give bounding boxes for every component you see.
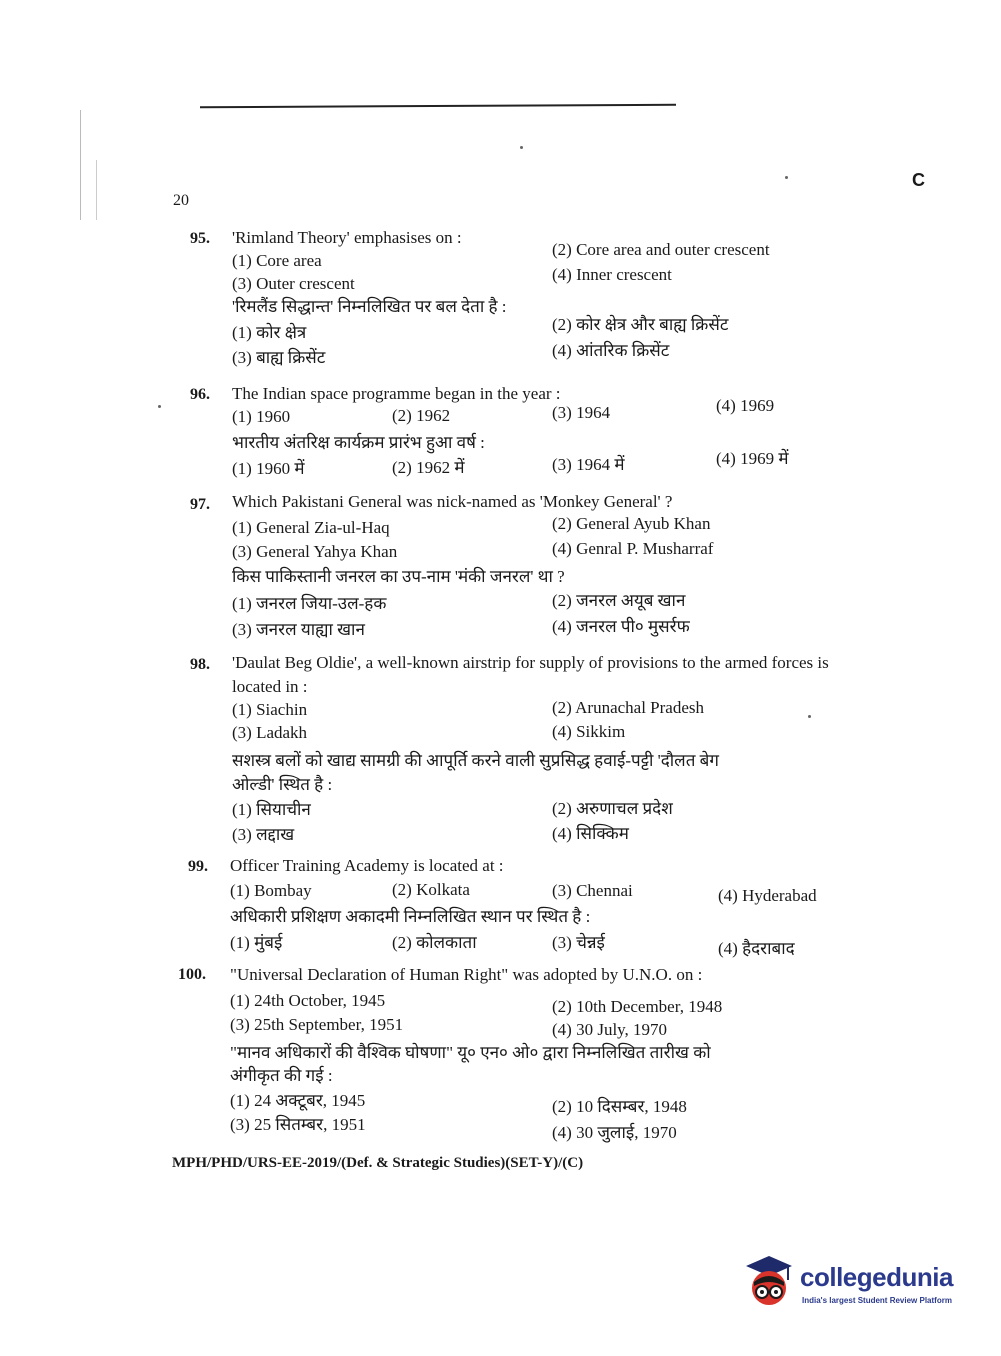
top-rule	[200, 104, 676, 108]
option: (4) आंतरिक क्रिसेंट	[552, 341, 670, 360]
option: (1) Bombay	[230, 881, 312, 900]
speck	[520, 146, 523, 149]
question-text-en: Which Pakistani General was nick-named as 'Monkey General' ?	[232, 492, 673, 511]
question-number: 100.	[178, 966, 206, 983]
logo-wordmark: collegedunia	[800, 1262, 953, 1292]
question-number: 98.	[190, 656, 210, 673]
question-text-hi: 'रिमलैंड सिद्धान्त' निम्नलिखित पर बल देता है :	[232, 297, 507, 316]
option: (1) 24 अक्टूबर, 1945	[230, 1091, 366, 1110]
option: (2) Arunachal Pradesh	[552, 698, 705, 717]
question-text-en: 'Rimland Theory' emphasises on :	[232, 228, 462, 247]
option: (3) लद्दाख	[232, 825, 295, 844]
footer-code: MPH/PHD/URS-EE-2019/(Def. & Strategic Studies)(SET-Y)/(C)	[172, 1155, 584, 1171]
option: (2) कोलकाता	[392, 933, 477, 952]
option: (2) कोर क्षेत्र और बाह्य क्रिसेंट	[552, 315, 729, 334]
option: (1) General Zia-ul-Haq	[232, 518, 390, 537]
option: (4) Genral P. Musharraf	[552, 539, 714, 558]
option: (1) 1960	[232, 407, 291, 426]
speck	[158, 405, 161, 408]
logo-tagline: India's largest Student Review Platform	[802, 1296, 952, 1305]
question-text-hi: भारतीय अंतरिक्ष कार्यक्रम प्रारंभ हुआ वर्ष :	[232, 433, 485, 452]
option: (3) चेन्नई	[552, 933, 605, 952]
question-text-en: Officer Training Academy is located at :	[230, 856, 504, 875]
question-text-hi: "मानव अधिकारों की वैश्विक घोषणा" यू० एन० ओ० द्वारा निम्नलिखित तारीख को	[230, 1043, 711, 1062]
option: (1) Core area	[232, 251, 322, 270]
margin-mark	[96, 160, 97, 220]
option: (2) 10 दिसम्बर, 1948	[552, 1097, 687, 1116]
question-number: 99.	[188, 858, 208, 875]
question-text-hi: अधिकारी प्रशिक्षण अकादमी निम्नलिखित स्थान पर स्थित है :	[230, 907, 591, 926]
option: (1) मुंबई	[230, 933, 283, 952]
option: (4) Hyderabad	[718, 886, 817, 905]
option: (3) 1964	[552, 403, 611, 422]
page-number: 20	[173, 192, 189, 209]
option: (3) Chennai	[552, 881, 633, 900]
option: (3) 25 सितम्बर, 1951	[230, 1115, 366, 1134]
question-text-en: "Universal Declaration of Human Right" was adopted by U.N.O. on :	[230, 965, 703, 984]
question-text-en-cont: located in :	[232, 677, 308, 696]
collegedunia-logo	[742, 1252, 972, 1312]
margin-mark	[80, 110, 81, 220]
question-text-hi-cont: ओल्डी' स्थित है :	[232, 775, 333, 794]
option: (2) 10th December, 1948	[552, 997, 723, 1016]
option: (2) Core area and outer crescent	[552, 240, 770, 259]
option: (1) 24th October, 1945	[230, 991, 386, 1010]
option: (2) Kolkata	[392, 880, 470, 899]
option: (3) Outer crescent	[232, 274, 355, 293]
option: (2) General Ayub Khan	[552, 514, 711, 533]
option: (4) Sikkim	[552, 722, 626, 741]
option: (1) 1960 में	[232, 459, 305, 478]
option: (3) Ladakh	[232, 723, 308, 742]
option: (4) 30 July, 1970	[552, 1020, 668, 1039]
option: (1) सियाचीन	[232, 800, 311, 819]
question-number: 96.	[190, 386, 210, 403]
question-text-en: 'Daulat Beg Oldie', a well-known airstrip for supply of provisions to the armed forces is	[232, 653, 829, 672]
option: (2) जनरल अयूब खान	[552, 591, 686, 610]
option: (3) जनरल याह्या खान	[232, 620, 365, 639]
option: (2) 1962	[392, 406, 451, 425]
question-text-hi-cont: अंगीकृत की गई :	[230, 1066, 333, 1085]
option: (3) 25th September, 1951	[230, 1015, 404, 1034]
speck	[808, 715, 811, 718]
option: (4) 1969	[716, 396, 775, 415]
option: (2) 1962 में	[392, 458, 465, 477]
option: (4) जनरल पी० मुसर्रफ	[552, 617, 690, 636]
option: (3) General Yahya Khan	[232, 542, 398, 561]
option: (1) Siachin	[232, 700, 308, 719]
option: (4) हैदराबाद	[718, 939, 795, 958]
question-text-en: The Indian space programme began in the year :	[232, 384, 561, 403]
question-number: 97.	[190, 496, 210, 513]
option: (4) Inner crescent	[552, 265, 672, 284]
option: (1) जनरल जिया-उल-हक	[232, 594, 387, 613]
option: (4) 30 जुलाई, 1970	[552, 1123, 677, 1142]
question-text-hi: किस पाकिस्तानी जनरल का उप-नाम 'मंकी जनरल' था ?	[232, 567, 565, 586]
question-text-hi: सशस्त्र बलों को खाद्य सामग्री की आपूर्ति करने वाली सुप्रसिद्ध हवाई-पट्टी 'दौलत बेग	[232, 751, 719, 770]
student-mascot-icon	[742, 1252, 796, 1310]
option: (1) कोर क्षेत्र	[232, 323, 307, 342]
option: (4) 1969 में	[716, 449, 789, 468]
option: (3) बाह्य क्रिसेंट	[232, 348, 326, 367]
option: (2) अरुणाचल प्रदेश	[552, 799, 673, 818]
option: (4) सिक्किम	[552, 824, 629, 843]
set-letter: C	[912, 170, 925, 190]
speck	[785, 176, 788, 179]
option: (3) 1964 में	[552, 455, 625, 474]
question-number: 95.	[190, 230, 210, 247]
